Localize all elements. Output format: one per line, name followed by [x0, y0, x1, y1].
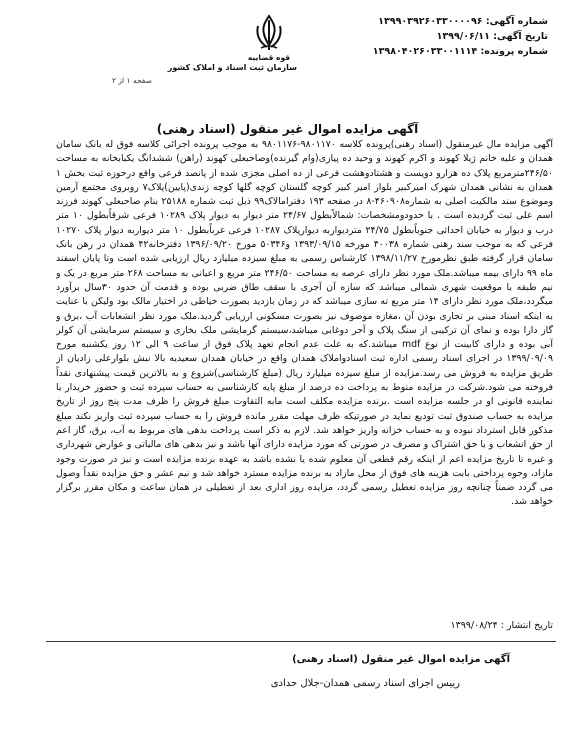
iran-emblem-icon: [252, 14, 286, 52]
organization-name: سازمان ثبت اسناد و املاک کشور: [167, 63, 297, 72]
body-paragraph: آگهی مزایده مال غیرمنقول (اسناد رهنی)پرونده کلاسه ۹۸۰۱۱۷۰-۹۸۰۱۱۷۶ به موجب پرونده اجرائی کلاسه فوق له بانک سامان همدان و علیه خانم ژیلا کهوند و اکرم کهوند و وحید ده پیازی(وام گیرنده)وصاحبعلی کهوند (راهن) ششدانگ یکبابخانه به مساحت ۲۴۶/۵۰مترمربع پلاک ده هزارو دویست و هشتادوهشت فرعی از ده اصلی مجزی شده از پانصد فرعی واقع درحوزه ثبت بخش ۱ همدان به نشانی همدان شهرک امیرکبیر بلوار امیر کبیر کوچه گلستان کوچه گلها کوچه زندی(پایین)پلاک۷ روبروی مجتمع آرمین وموضوع سند مالکیت اصلی به شماره۴۶۰۹۰۸-۸ در صفحه ۱۹۳ دفترامالاک۹۹ ذیل ثبت شماره ۲۵۱۸۸ بنام صاحبعلی کهوند فرزند اسم علی ثبت گردیده است . با حدودومشخصات: شمالاًبطول ۲۴/۶۷ متر دیوار به دیوار پلاک ۱۰۲۸۹ فرعی شرقاًبطول ۱۰ متر درب و دیوار به خیابان احداثی جنوباًبطول ۲۴/۷۵ متردیواربه دیوارپلاک ۱۰۲۸۷ فرعی غرباًبطول ۱۰ متر دیواربه دیوار پلاک ۱۰۲۷۰ فرعی که به موجب سند رهنی شماره ۴۰۰۳۸ مورخه ۱۳۹۳/۰۹/۱۵ و۵۰۳۴۶ مورخ ۱۳۹۶/۰۹/۲۰ دفترخانه۴۲ همدان در رهن بانک سامان قرار گرفته طبق نظرمورخ ۱۳۹۸/۱۱/۲۷ کارشناس رسمی به مبلغ سیزده میلیارد ریال ارزیابی شده است وتا پایان اسفند ماه ۹۹ دارای بیمه میباشد.ملک مورد نظر دارای عرصه به مساحت ۲۴۶/۵۰ متر مربع و اعیانی به مساحت ۲۶۸ متر مربع در یک و نیم طبقه با موقعیت شهری شمالی میباشد که سازه آن آجری با سقف طاق ضربی بوده و قدمت آن حدود ۳۰سال برآورد میگردد،ملک مورد نظر دارای ۱۴ متر مربع ته سازی میباشد که در زمان بازدید بصورت خیاطی در اختیار مالک بود ولیکن با عنایت به اینکه اسناد مبنی بر تجاری بودن آن ،مغازه موصوف نیز بصورت مسکونی ارزیابی گردید.ملک مورد نظر انشعابات آب ،برق و گاز دارا بوده و نمای آن ترکیبی از سنگ پلاک و آجر دوغابی میباشد،سیستم گرمایشی ملک بخاری و سیستم سرمایشی آن کولر آبی بوده و دارای کابینت از نوع mdf میباشد.که به علت عدم انجام تعهد پلاک فوق از ساعت ۹ الی ۱۲ روز یکشنبه مورخ ۱۳۹۹/۰۹/۰۹ در اجرای اسناد رسمی اداره ثبت اسنادواملاک همدان واقع در خیابان همدان سعیدیه بالا نبش بلوارعلی زادیان از طریق مزایده به فروش می رسد.مزایده از مبلغ سیزده میلیارد ریال (مبلغ کارشناسی)شروع و به بالاترین قیمت پیشنهادی نقداً فروخته می شود.شرکت در مزایده منوط به پرداخت ده درصد از مبلغ پایه کارشناسی به حساب سپرده ثبت و حضور خریدار یا نماینده قانونی او در جلسه مزایده است .برنده مزایده مکلف است مابه التفاوت مبلغ فروش را ظرف مدت پنج روز از تاریخ مزایده به حساب صندوق ثبت تودیع نماید در صورتیکه ظرف مهلت مقرر مانده فروش را به حساب سپرده ثبت واریز نکند مبلغ مذکور قابل استرداد نبوده و به حساب خزانه واریز خواهد شد. لازم به ذکر است پرداخت بدهی های مربوط به آب، برق، گاز اعم از حق انشعاب و یا حق اشتراک و مصرف در صورتی که مورد مزایده دارای آنها باشد و نیز بدهی های مالیاتی و عوارض شهرداری و غیره تا تاریخ مزایده اعم از اینکه رقم قطعی آن معلوم شده یا نشده باشد به عهده برنده مزایده است و نیز در صورت وجود مازاد، وجوه پرداختی بابت هزینه های فوق از محل مازاد به برنده مزایده مسترد خواهد شد و نیم عشر و حق مزایده نقداً وصول می گردد ضمناً چنانچه روز مزایده تعطیل رسمی گردد، مزایده روز اداری بعد از تعطیلی در همان ساعت و مکان مقرر برگزار خواهد شد.: [56, 139, 553, 508]
judiciary-emblem: [167, 14, 305, 72]
meta-notice-date: تاریخ آگهی: ۱۳۹۹/۰۶/۱۱: [436, 31, 548, 42]
footer-title: آگهی مزایده اموال غیر منقول (اسناد رهنی): [292, 654, 510, 665]
divider: [46, 641, 556, 642]
header: [0, 8, 575, 100]
page-number: صفحه ۱ از ۲: [112, 76, 152, 85]
signature: رییس اجرای اسناد رسمی همدان-جلال حدادی: [270, 678, 460, 689]
notice-body: [56, 138, 553, 620]
judiciary-label: قوه قضاییه: [247, 53, 291, 62]
meta-file-number: شماره پرونده: ۱۳۹۸۰۴۰۲۶۰۳۳۰۰۱۱۱۴: [372, 46, 548, 57]
meta-notice-number: شماره آگهی: ۱۳۹۹۰۳۹۲۶۰۳۳۰۰۰۰۹۶: [378, 16, 548, 27]
notice-title: آگهی مزایده اموال غیر منقول (اسناد رهنی): [156, 122, 419, 136]
publish-date: تاریخ انتشار : ۱۳۹۹/۰۸/۲۴: [450, 620, 553, 631]
notice-meta: [318, 14, 548, 59]
